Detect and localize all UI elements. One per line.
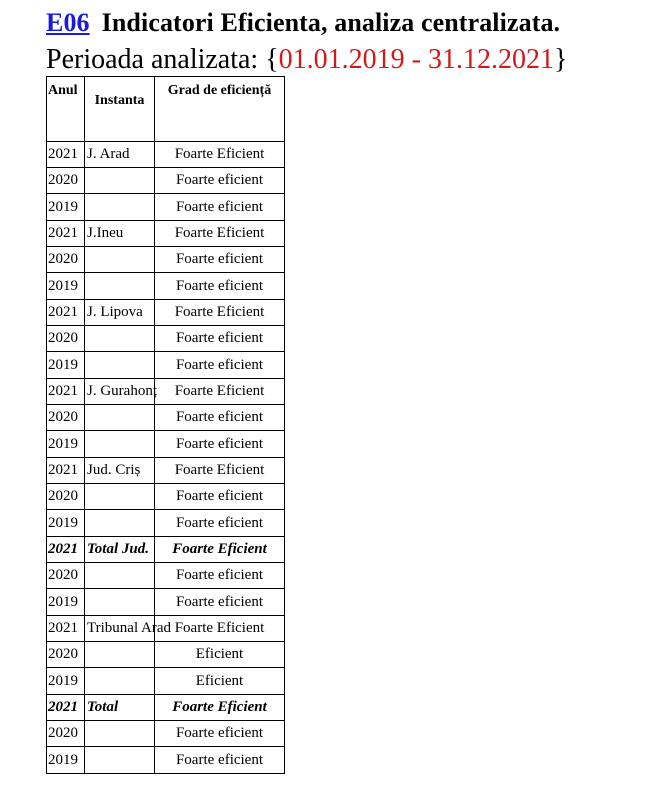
row-instance [85, 247, 155, 273]
header-year: Anul [47, 77, 85, 142]
row-year: 2021 [47, 221, 85, 247]
row-year: 2020 [47, 168, 85, 194]
row-grade: Foarte Eficient [155, 142, 285, 168]
row-year: 2020 [47, 484, 85, 510]
row-grade: Foarte eficient [155, 484, 285, 510]
table-row [47, 405, 285, 431]
row-year: 2021 [47, 379, 85, 405]
row-year: 2019 [47, 668, 85, 695]
row-grade: Foarte Eficient [155, 695, 285, 721]
row-instance: J. Gurahonț [85, 379, 155, 405]
table-row [47, 510, 285, 537]
row-instance: J. Lipova [85, 300, 155, 326]
table-row [47, 326, 285, 352]
row-instance [85, 642, 155, 668]
row-year: 2019 [47, 352, 85, 379]
table-row [47, 431, 285, 458]
row-instance [85, 431, 155, 458]
row-year: 2019 [47, 273, 85, 300]
row-instance [85, 194, 155, 221]
row-instance: Jud. Criș [85, 458, 155, 484]
row-year: 2021 [47, 537, 85, 563]
row-year: 2019 [47, 431, 85, 458]
row-year: 2020 [47, 721, 85, 747]
row-grade: Eficient [155, 668, 285, 695]
row-instance [85, 405, 155, 431]
row-grade: Foarte Eficient [155, 616, 285, 642]
table-row [47, 194, 285, 221]
header-grade: Grad de eficiență [155, 77, 285, 142]
row-instance [85, 589, 155, 616]
row-grade: Foarte eficient [155, 747, 285, 774]
table-row [47, 563, 285, 589]
row-year: 2021 [47, 458, 85, 484]
row-grade: Foarte Eficient [155, 379, 285, 405]
row-instance [85, 273, 155, 300]
row-instance: J. Arad [85, 142, 155, 168]
row-year: 2019 [47, 589, 85, 616]
period-brace-close: } [554, 44, 568, 75]
table-row [47, 721, 285, 747]
table-body [47, 142, 285, 774]
table-row [47, 668, 285, 695]
row-year: 2020 [47, 642, 85, 668]
table-row [47, 589, 285, 616]
row-year: 2021 [47, 695, 85, 721]
period-brace-open: { [265, 44, 279, 75]
row-grade: Foarte eficient [155, 563, 285, 589]
row-grade: Foarte eficient [155, 405, 285, 431]
row-instance [85, 747, 155, 774]
table-total-row [47, 695, 285, 721]
row-year: 2020 [47, 405, 85, 431]
table-row [47, 379, 285, 405]
row-grade: Eficient [155, 642, 285, 668]
row-grade: Foarte Eficient [155, 221, 285, 247]
row-instance: Tribunal Arad [85, 616, 155, 642]
row-instance [85, 352, 155, 379]
row-year: 2019 [47, 510, 85, 537]
table-row [47, 168, 285, 194]
row-instance [85, 510, 155, 537]
table-total-row [47, 537, 285, 563]
row-instance: J.Ineu [85, 221, 155, 247]
row-instance: Total Jud. [85, 537, 155, 563]
table-row [47, 273, 285, 300]
row-grade: Foarte Eficient [155, 458, 285, 484]
row-instance [85, 168, 155, 194]
table-row [47, 300, 285, 326]
row-year: 2021 [47, 300, 85, 326]
row-grade: Foarte eficient [155, 194, 285, 221]
efficiency-table [46, 76, 285, 774]
table-row [47, 458, 285, 484]
row-grade: Foarte eficient [155, 326, 285, 352]
row-grade: Foarte eficient [155, 431, 285, 458]
row-instance: Total [85, 695, 155, 721]
header-instance: Instanta [85, 77, 155, 142]
row-instance [85, 563, 155, 589]
row-instance [85, 668, 155, 695]
row-grade: Foarte Eficient [155, 300, 285, 326]
row-grade: Foarte Eficient [155, 537, 285, 563]
report-code-link[interactable]: E06 [46, 8, 90, 37]
row-grade: Foarte eficient [155, 352, 285, 379]
row-year: 2020 [47, 326, 85, 352]
row-year: 2020 [47, 563, 85, 589]
period-label: Perioada analizata: [46, 44, 259, 75]
row-instance [85, 484, 155, 510]
report-title [46, 8, 560, 38]
row-grade: Foarte eficient [155, 589, 285, 616]
table-row [47, 247, 285, 273]
row-year: 2021 [47, 616, 85, 642]
row-grade: Foarte eficient [155, 510, 285, 537]
row-year: 2021 [47, 142, 85, 168]
table-row [47, 221, 285, 247]
table-row [47, 484, 285, 510]
row-grade: Foarte eficient [155, 168, 285, 194]
table-row [47, 616, 285, 642]
row-grade: Foarte eficient [155, 273, 285, 300]
row-grade: Foarte eficient [155, 721, 285, 747]
row-instance [85, 721, 155, 747]
table-row [47, 642, 285, 668]
row-grade: Foarte eficient [155, 247, 285, 273]
row-instance [85, 326, 155, 352]
row-year: 2019 [47, 747, 85, 774]
row-year: 2019 [47, 194, 85, 221]
table-header-row [47, 77, 285, 142]
period-range: 01.01.2019 - 31.12.2021 [278, 44, 554, 75]
table-row [47, 352, 285, 379]
table-row [47, 142, 285, 168]
analysis-period [46, 44, 567, 76]
table-row [47, 747, 285, 774]
row-year: 2020 [47, 247, 85, 273]
report-title-text: Indicatori Eficienta, analiza centralizata. [101, 8, 561, 37]
